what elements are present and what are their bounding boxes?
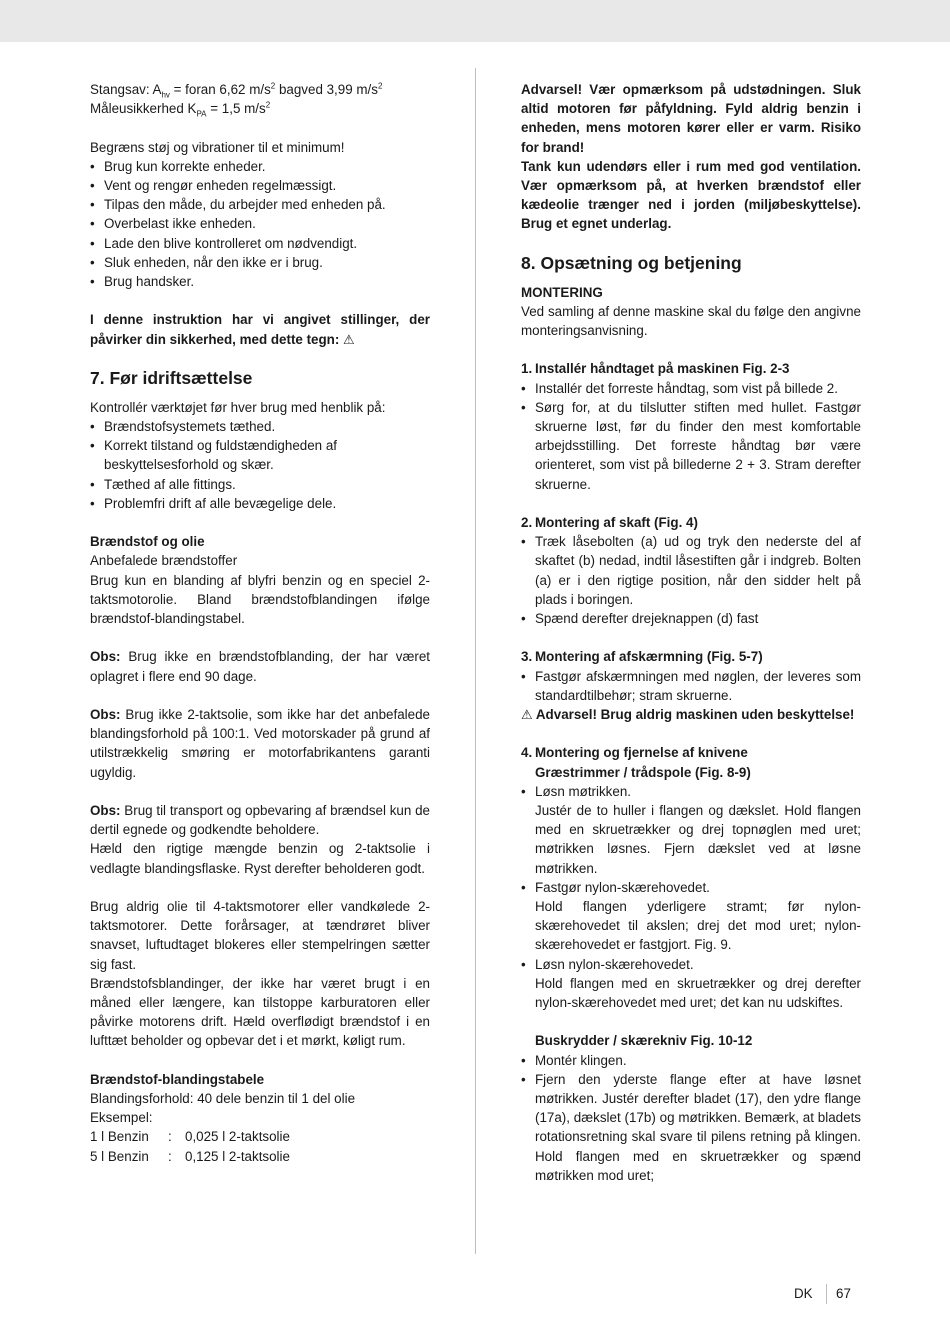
obs-note-1: Obs: Brug ikke en brændstofblanding, der har været oplagret i flere end 90 dage. [90, 649, 430, 684]
instruktion-text: I denne instruktion har vi angivet stillinger, der påvirker din sikkerhed, med dette tegn: ⚠ [90, 312, 430, 347]
list-item: • Fjern den yderste flange efter at have løsnet møtrikken. Justér derefter bladet (17), den ydre flange (17a), dækslet (17b) og møtrikken. Bemærk, at bladets rotationsretning skal svare til pilens retning på klingen. Hold flangen med en skruetrækker og spænd møtrikken mod uret; [521, 1070, 861, 1185]
haeld-text: Hæld den rigtige mængde benzin og 2-taktsolie i vedlagte blandingsflaske. Ryst derefter beholderen godt. [90, 841, 430, 876]
step-4-subheading: Græstrimmer / trådspole (Fig. 8-9) [535, 764, 751, 780]
kontroller-text: Kontrollér værktøjet før hver brug med henblik på: [90, 399, 386, 415]
stangsav-line: Stangsav: $A_{hv}$ = foran 6,62 $m/s^2$ bagved 3,99 $m/s^2$ [90, 81, 383, 100]
step-2-list [521, 532, 861, 628]
begraens-text: Begræns støj og vibrationer til et minimum! [90, 139, 345, 155]
obs-note-2: Obs: Brug ikke 2-taktsolie, som ikke har det anbefalede blandingsforhold på 100:1. Ved motorskader på grund af utilstrækkelig smøring er motorfabrikantens garanti ugyldig. [90, 707, 430, 780]
fuel-heading: Brændstof og olie [90, 534, 205, 550]
list-item: • Brug handsker. [90, 272, 430, 291]
language-code: DK [794, 1286, 813, 1301]
mix-table-heading: Brændstof-blandingstabele [90, 1071, 265, 1087]
warning-triangle-icon: ⚠ [343, 331, 355, 347]
page-footer [0, 1284, 950, 1304]
list-item: • Træk låsebolten (a) ud og tryk den nederste del af skaftet (b) nedad, indtil låsestiften går i indgreb. Bolten (a) er i den rigtige position, når den sidder helt på plads i boringen. [521, 532, 861, 609]
step-1-heading: 1. Installér håndtaget på maskinen Fig. 2-3 [521, 361, 790, 377]
list-item: • Fastgør nylon-skærehovedet. Hold flangen yderligere stramt; før nylon-skærehovedet til akslen; drej det mod uret; nylon-skærehovedet er fastgjort. Fig. 9. [521, 878, 861, 955]
list-item: • Problemfri drift af alle bevægelige dele. [90, 494, 430, 513]
column-divider [475, 68, 476, 1254]
example-label: Eksempel: [90, 1110, 153, 1126]
list-item: • Brug kun korrekte enheder. [90, 157, 430, 176]
ved-samling-text: Ved samling af denne maskine skal du følge den angivne monteringsanvisning. [521, 303, 861, 339]
obs-note-3: Obs: Brug til transport og opbevaring af brændsel kun de dertil egnede og godkendte beholdere. [90, 803, 430, 838]
list-item: • Brændstofsystemets tæthed. [90, 417, 430, 436]
footer-divider [826, 1284, 827, 1304]
list-item: • Installér det forreste håndtag, som vist på billede 2. [521, 379, 861, 398]
refuel-warning: Tank kun udendørs eller i rum med god ventilation. Vær opmærksom på, at hverken brændstof eller kædeolie trænger ned i jorden (miljøbeskyttelse). Brug et egnet underlag. [521, 158, 861, 232]
list-item: • Overbelast ikke enheden. [90, 214, 430, 233]
list-item: • Tæthed af alle fittings. [90, 475, 430, 494]
list-item: • Spænd derefter drejeknappen (d) fast [521, 609, 861, 628]
montering-heading: MONTERING [521, 284, 603, 300]
mix-ratio-text: Blandingsforhold: 40 dele benzin til 1 del olie [90, 1091, 356, 1107]
section-heading-7: 7. Før idriftsættelse [90, 367, 253, 388]
brug-aldrig-text: Brug aldrig olie til 4-taktsmotorer eller vandkølede 2-taktsmotorer. Dette forårsager, at tændrøret bliver snavset, luftudtaget blokeres eller stempelringen sætter sig fast. [90, 899, 430, 972]
list-item: • Korrekt tilstand og fuldstændigheden af beskyttelsesforhold og skær. [90, 436, 430, 474]
maaleusikkerhed-line: Måleusikkerhed $K_{PA} = 1,5$ $m/s^2$ [90, 100, 271, 119]
list-item: • Sluk enheden, når den ikke er i brug. [90, 253, 430, 272]
blandinger-text: Brændstofsblandinger, der ikke har været brugt i en måned eller længere, kan tilstoppe karburatoren eller påvirke motorens drift. Hæld overflødigt brændstof i en lufttæt beholder og opbevar det i et mørkt, køligt rum. [90, 975, 430, 1049]
list-item: • Montér klingen. [521, 1051, 861, 1070]
step-1-list [521, 379, 861, 494]
vibration-list [90, 157, 430, 291]
step-2-heading: 2. Montering af skaft (Fig. 4) [521, 515, 698, 531]
warning-triangle-icon: ⚠ [521, 707, 533, 723]
top-bar [0, 0, 950, 42]
right-column [521, 80, 861, 1185]
list-item: • Fastgør afskærmningen med nøglen, der leveres som standardtilbehør; stram skruerne. [521, 667, 861, 705]
left-column [90, 80, 430, 1166]
anbefalede-text: Anbefalede brændstoffer [90, 553, 238, 569]
list-item: • Løsn nylon-skærehovedet. Hold flangen med en skruetrækker og drej derefter nylon-skærehovedet med uret; det kan nu udskiftes. [521, 955, 861, 1013]
list-item: • Lade den blive kontrolleret om nødvendigt. [90, 234, 430, 253]
brug-kun-text: Brug kun en blanding af blyfri benzin og en speciel 2-taktsmotorolie. Bland brændstofblandingen ifølge brændstof-blandingstabel. [90, 572, 430, 627]
section-heading-8: 8. Opsætning og betjening [521, 252, 742, 273]
guard-warning: ⚠ Advarsel! Brug aldrig maskinen uden beskyttelse! [521, 707, 855, 723]
list-item: • Løsn møtrikken. Justér de to huller i flangen og dækslet. Hold flangen med en skruetrækker og drej topnøglen med uret; møtrikken løsnes. Fjern dækslet ved at løsne møtrikken. [521, 782, 861, 878]
check-list [90, 417, 430, 513]
brushcutter-list [521, 1051, 861, 1185]
step-3-heading: 3. Montering af afskærmning (Fig. 5-7) [521, 649, 763, 665]
brushcutter-heading: Buskrydder / skærekniv Fig. 10-12 [535, 1033, 753, 1049]
page-number: 67 [836, 1286, 851, 1301]
step-4-list [521, 782, 861, 1012]
mix-row: 5 l Benzin : 0,125 l 2-taktsolie [90, 1148, 290, 1164]
mix-row: 1 l Benzin : 0,025 l 2-taktsolie [90, 1129, 290, 1145]
step-4-heading: 4. Montering og fjernelse af knivene [521, 745, 748, 761]
list-item: • Sørg for, at du tilslutter stiften med hullet. Fastgør skruerne løst, før du finder den mest komfortable arbejdsstilling. Det forreste håndtag bør være orienteret, som vist på billederne 2 + 3. Stram derefter skruerne. [521, 398, 861, 494]
step-3-list [521, 667, 861, 705]
list-item: • Tilpas den måde, du arbejder med enheden på. [90, 195, 430, 214]
list-item: • Vent og rengør enheden regelmæssigt. [90, 176, 430, 195]
exhaust-warning: Advarsel! Vær opmærksom på udstødningen. Sluk altid motoren før påfyldning. Fyld aldrig benzin i enheden, mens motoren kører eller er varm. Risiko for brand! [521, 82, 861, 155]
